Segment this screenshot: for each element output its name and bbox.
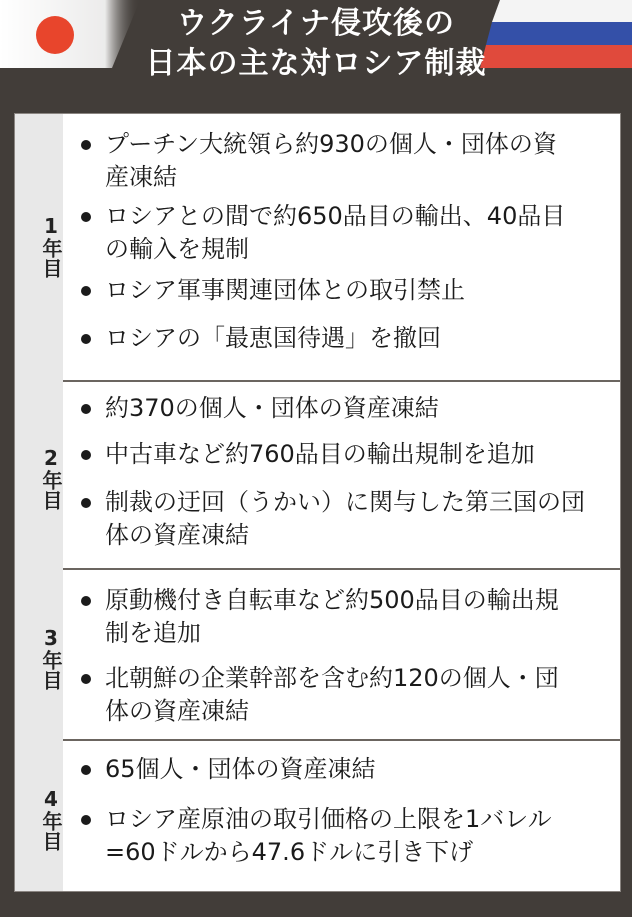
year-section-2 <box>15 380 620 570</box>
item-text-line: ロシア軍事関連団体との取引禁止 <box>105 276 465 304</box>
item-text-line: ロシアとの間で約650品目の輸出、40品目 <box>105 202 566 230</box>
item-text-line: の輸入を規制 <box>105 235 249 263</box>
bullet-icon <box>81 140 91 150</box>
bullet-icon <box>81 286 91 296</box>
item-text-line: 約370の個人・団体の資産凍結 <box>105 394 439 422</box>
item-text-line: 体の資産凍結 <box>105 697 249 725</box>
bullet-icon <box>81 450 91 460</box>
list-item <box>77 662 610 728</box>
list-item <box>77 322 610 355</box>
year-label: 4年目 <box>39 787 63 851</box>
list-item <box>77 486 610 552</box>
bullet-icon <box>81 404 91 414</box>
item-text-line: ロシアの「最恵国待遇」を撤回 <box>105 324 441 352</box>
item-text-line: 体の資産凍結 <box>105 521 249 549</box>
list-item <box>77 753 610 786</box>
item-text-line: 産凍結 <box>105 163 177 191</box>
item-text-line: 原動機付き自転車など約500品目の輸出規 <box>105 586 559 614</box>
bullet-icon <box>81 765 91 775</box>
year-label-column <box>15 114 63 380</box>
list-item <box>77 200 610 266</box>
year-label-column <box>15 739 63 891</box>
list-item <box>77 803 610 869</box>
year-label-column <box>15 380 63 568</box>
item-text-line: プーチン大統領ら約930の個人・団体の資 <box>105 130 557 158</box>
item-text-line: =60ドルから47.6ドルに引き下げ <box>105 838 474 866</box>
bullet-icon <box>81 334 91 344</box>
item-text-line: 制裁の迂回（うかい）に関与した第三国の団 <box>105 488 585 516</box>
year-label: 2年目 <box>39 446 63 510</box>
item-text-line: 制を追加 <box>105 619 201 647</box>
list-item <box>77 128 610 194</box>
item-text-line: ロシア産原油の取引価格の上限を1バレル <box>105 805 552 833</box>
bullet-icon <box>81 596 91 606</box>
list-item <box>77 274 610 307</box>
year-section-4 <box>15 739 620 891</box>
title-line-1: ウクライナ侵攻後の <box>176 6 456 41</box>
year-label-column <box>15 568 63 739</box>
title-line-2: 日本の主な対ロシア制裁 <box>145 46 487 81</box>
item-text-line: 中古車など約760品目の輸出規制を追加 <box>105 440 535 468</box>
year-section-3 <box>15 568 620 741</box>
item-text-line: 北朝鮮の企業幹部を含む約120の個人・団 <box>105 664 559 692</box>
bullet-icon <box>81 212 91 222</box>
list-item <box>77 438 610 471</box>
header <box>0 0 632 96</box>
bullet-icon <box>81 815 91 825</box>
year-section-1 <box>15 114 620 382</box>
year-label: 3年目 <box>39 626 63 690</box>
item-text-line: 65個人・団体の資産凍結 <box>105 755 376 783</box>
list-item <box>77 392 610 425</box>
bullet-icon <box>81 498 91 508</box>
sanctions-panel <box>14 113 621 892</box>
year-label: 1年目 <box>39 214 63 278</box>
list-item <box>77 584 610 650</box>
bullet-icon <box>81 674 91 684</box>
